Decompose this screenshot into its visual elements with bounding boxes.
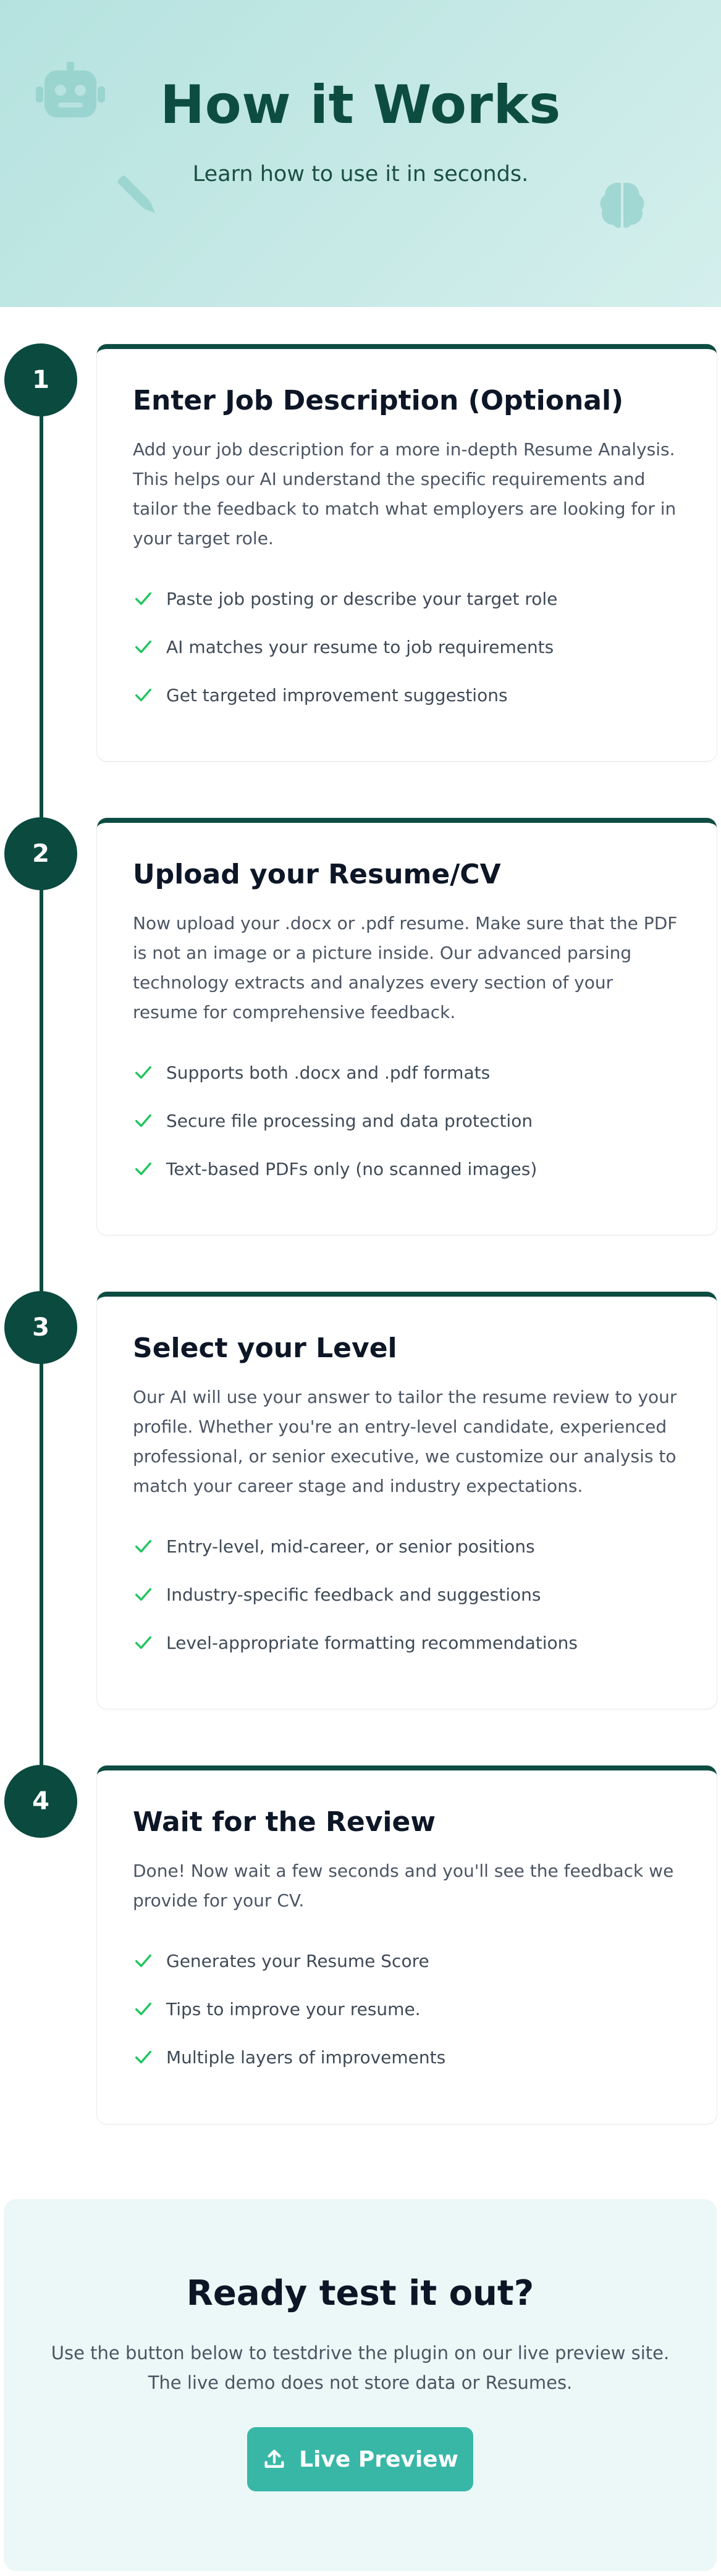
check-icon — [133, 588, 154, 609]
check-icon — [133, 1998, 154, 2019]
feature-item — [133, 671, 681, 719]
live-preview-button-label: Live Preview — [299, 2446, 458, 2472]
step-card-job-description — [97, 344, 717, 761]
timeline-line — [40, 371, 43, 1804]
brain-icon — [596, 179, 648, 231]
feature-list — [133, 1048, 681, 1193]
feature-text: Secure file processing and data protection — [166, 1110, 533, 1131]
page-subtitle: Learn how to use it in seconds. — [192, 162, 529, 187]
check-icon — [133, 1584, 154, 1605]
step-number-badge: 3 — [4, 1291, 77, 1364]
step-card-select-level — [97, 1292, 717, 1709]
upload-icon — [262, 2447, 287, 2472]
check-icon — [133, 684, 154, 705]
step-card-upload-resume — [97, 818, 717, 1235]
feature-item — [133, 575, 681, 623]
feature-text: Tips to improve your resume. — [166, 1998, 421, 2019]
feature-item — [133, 623, 681, 671]
feature-item — [133, 1096, 681, 1145]
hero-section — [0, 0, 721, 307]
check-icon — [133, 1950, 154, 1971]
step-card-wait-review — [97, 1766, 717, 2124]
feature-text: Paste job posting or describe your target role — [166, 588, 558, 609]
step-description: Add your job description for a more in-depth Resume Analysis. This helps our AI understand the specific requirements and tailor the feedback to match what employers are looking for in your target role. — [133, 439, 677, 549]
page-title: How it Works — [160, 74, 561, 136]
feature-item — [133, 1048, 681, 1096]
feature-item — [133, 1145, 681, 1193]
check-icon — [133, 1536, 154, 1557]
feature-text: Level-appropriate formatting recommendations — [166, 1632, 578, 1653]
check-icon — [133, 2047, 154, 2068]
feature-text: Entry-level, mid-career, or senior positions — [166, 1536, 535, 1557]
feature-item — [133, 1985, 681, 2033]
feature-list — [133, 1937, 681, 2081]
step-title: Select your Level — [133, 1332, 397, 1364]
feature-item — [133, 1522, 681, 1570]
check-icon — [133, 1632, 154, 1653]
live-preview-button[interactable] — [247, 2427, 473, 2491]
feature-text: AI matches your resume to job requirements — [166, 636, 554, 657]
feature-text: Get targeted improvement suggestions — [166, 684, 508, 705]
check-icon — [133, 1158, 154, 1179]
cta-section — [4, 2199, 717, 2571]
feature-text: Text-based PDFs only (no scanned images) — [166, 1158, 538, 1179]
step-number-badge: 1 — [4, 343, 77, 416]
step-description: Done! Now wait a few seconds and you'll see the feedback we provide for your CV. — [133, 1861, 674, 1911]
cta-title: Ready test it out? — [186, 2273, 534, 2313]
step-number-badge: 4 — [4, 1765, 77, 1838]
feature-list — [133, 1522, 681, 1667]
feature-text: Industry-specific feedback and suggestions — [166, 1584, 541, 1605]
feature-item — [133, 1570, 681, 1618]
check-icon — [133, 636, 154, 657]
feature-text: Supports both .docx and .pdf formats — [166, 1062, 491, 1083]
step-title: Upload your Resume/CV — [133, 859, 501, 890]
check-icon — [133, 1110, 154, 1131]
feature-item — [133, 1618, 681, 1667]
step-title: Enter Job Description (Optional) — [133, 385, 624, 416]
check-icon — [133, 1062, 154, 1083]
step-description: Our AI will use your answer to tailor the resume review to your profile. Whether you're an entry-level candidate, experienced professional, or senior executive, we customize our analysis to match your career stage and industry expectations. — [133, 1387, 677, 1496]
step-description: Now upload your .docx or .pdf resume. Make sure that the PDF is not an image or a picture inside. Our advanced parsing technology extracts and analyzes every section of your resume for comprehensive feedback. — [133, 913, 678, 1022]
step-number-badge: 2 — [4, 817, 77, 890]
feature-item — [133, 2033, 681, 2081]
feature-text: Generates your Resume Score — [166, 1950, 429, 1971]
cta-description: Use the button below to testdrive the plugin on our live preview site. The live demo does not store data or Resumes. — [51, 2342, 670, 2393]
feature-list — [133, 575, 681, 719]
step-title: Wait for the Review — [133, 1806, 436, 1838]
feature-item — [133, 1937, 681, 1985]
feature-text: Multiple layers of improvements — [166, 2047, 446, 2068]
